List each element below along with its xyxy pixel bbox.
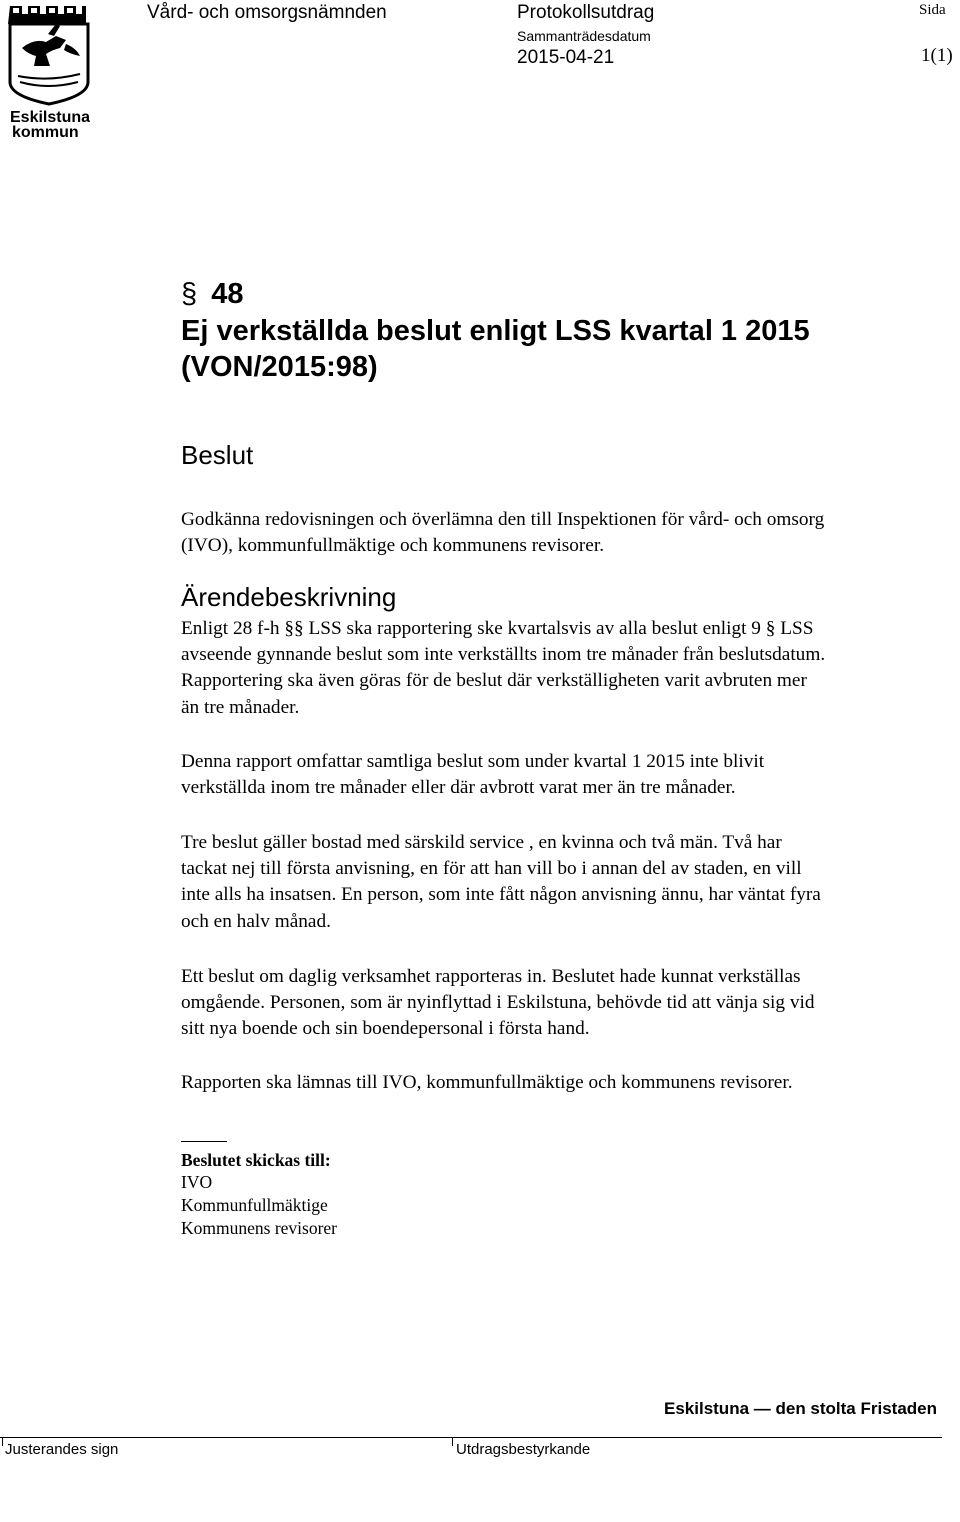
distribution-rule [181, 1141, 227, 1142]
text-line: (IVO), kommunfullmäktige och kommunens revisorer. [181, 535, 605, 557]
section-symbol: § [181, 278, 198, 310]
description-paragraph-4 [181, 964, 960, 1043]
signature-label: Justerandes sign [5, 1441, 119, 1458]
text-line: Tre beslut gäller bostad med särskild service , en kvinna och två män. Två har [181, 832, 782, 853]
title-line: Ej verkställda beslut enligt LSS kvartal 1 2015 [181, 315, 810, 347]
footer-divider [452, 1437, 453, 1446]
description-paragraph-1 [181, 616, 960, 721]
text-line: omgående. Personen, som är nyinflyttad i Eskilstuna, behövde tid att vänja sig vid [181, 992, 815, 1014]
description-paragraph-5 [181, 1070, 960, 1096]
page-title [181, 313, 810, 385]
text-line: avseende gynnande beslut som inte verkställts inom tre månader från beslutsdatum. [181, 644, 826, 666]
meeting-date-label: Sammanträdesdatum [517, 28, 651, 44]
text-line: än tre månader. [181, 696, 300, 718]
text-line: sitt nya boende och sin boendepersonal i första hand. [181, 1018, 590, 1040]
department-name: Vård- och omsorgsnämnden [147, 2, 387, 23]
certification-label: Utdragsbestyrkande [456, 1441, 591, 1458]
paragraph-number [181, 278, 243, 311]
recipient: Kommunfullmäktige [181, 1195, 328, 1215]
footer-divider [2, 1437, 3, 1446]
recipient: IVO [181, 1172, 213, 1192]
meeting-date: 2015-04-21 [517, 47, 615, 68]
decision-heading: Beslut [181, 440, 254, 470]
text-line: Enligt 28 f-h §§ LSS ska rapportering ske kvartalsvis av alla beslut enligt 9 § LSS [181, 618, 814, 639]
distribution-heading: Beslutet skickas till: [181, 1150, 331, 1170]
description-paragraph-3 [181, 830, 960, 935]
page-label: Sida [919, 2, 946, 18]
text-line: verkställda inom tre månader eller där avbrott varat mer än tre månader. [181, 777, 736, 799]
municipality-slogan: Eskilstuna — den stolta Fristaden [664, 1399, 938, 1418]
title-line: (VON/2015:98) [181, 351, 378, 383]
svg-text:kommun: kommun [12, 124, 79, 138]
coat-of-arms-icon [8, 4, 90, 138]
svg-text:Eskilstuna: Eskilstuna [10, 109, 90, 126]
footer-rule [0, 1437, 942, 1438]
text-line: Ett beslut om daglig verksamhet rapporteras in. Beslutet hade kunnat verkställas [181, 966, 801, 987]
text-line: Rapportering ska även göras för de beslut där verkställigheten varit avbruten mer [181, 670, 807, 692]
text-line: Denna rapport omfattar samtliga beslut som under kvartal 1 2015 inte blivit [181, 751, 765, 772]
text-line: Godkänna redovisningen och överlämna den till Inspektionen för vård- och omsorg [181, 509, 825, 530]
distribution-list [181, 1171, 337, 1240]
decision-text [181, 507, 960, 559]
text-line: Rapporten ska lämnas till IVO, kommunfullmäktige och kommunens revisorer. [181, 1072, 793, 1093]
text-line: inte alls ha insatsen. En person, som inte fått någon anvisning ännu, har väntat fyra [181, 884, 821, 906]
text-line: och en halv månad. [181, 910, 331, 932]
text-line: tackat nej till första anvisning, en för att han vill bo i annan del av staden, en vill [181, 858, 802, 880]
recipient: Kommunens revisorer [181, 1218, 338, 1238]
section-number: 48 [211, 278, 244, 310]
document-type: Protokollsutdrag [517, 2, 655, 23]
description-heading: Ärendebeskrivning [181, 582, 397, 612]
page-number: 1(1) [921, 45, 953, 66]
description-paragraph-2 [181, 749, 960, 801]
eskilstuna-kommun-logo [8, 4, 90, 138]
